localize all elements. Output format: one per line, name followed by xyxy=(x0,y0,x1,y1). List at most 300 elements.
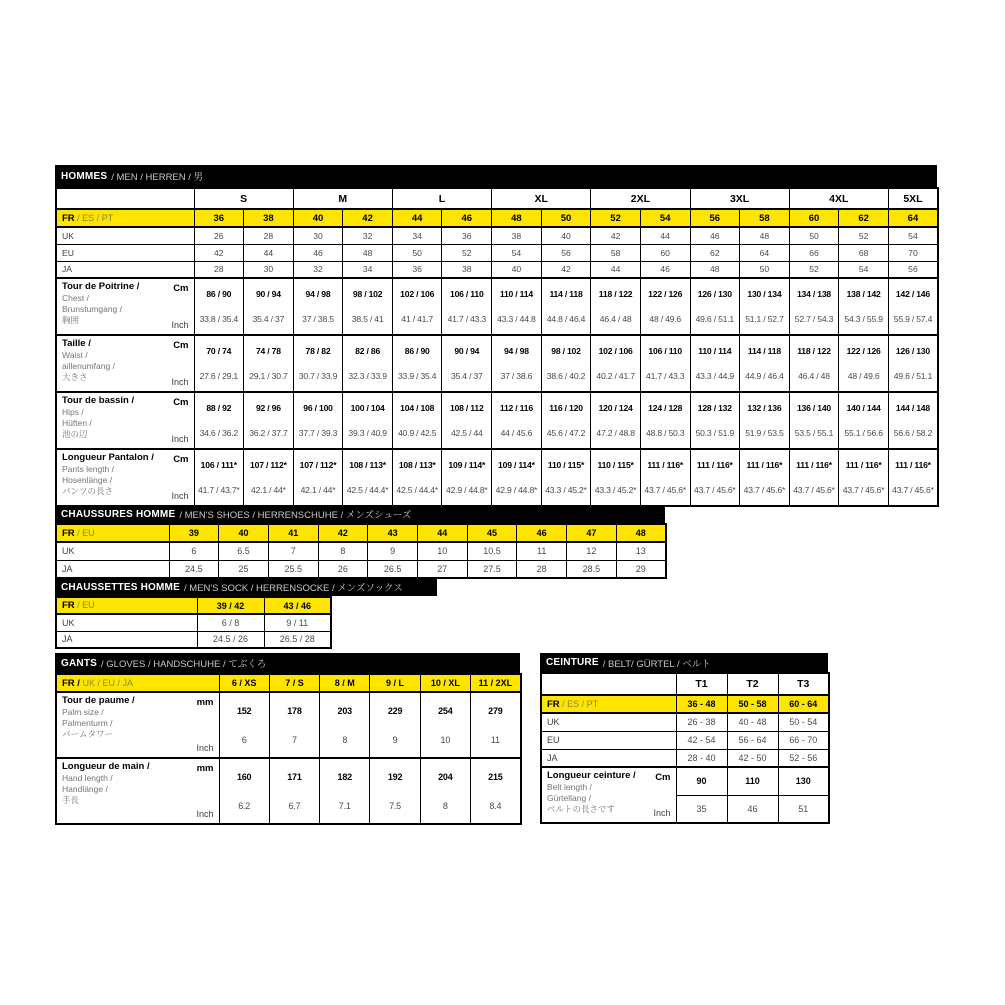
conversion-row xyxy=(56,614,331,631)
value-cell: 56 xyxy=(888,261,938,278)
measurement-cell xyxy=(839,449,889,506)
imperial-value: 29.1 / 30.7 xyxy=(249,371,288,381)
value-cell: 26.5 / 28 xyxy=(264,631,331,648)
measurement-cell xyxy=(244,449,294,506)
size-cell: 7 / S xyxy=(269,674,319,692)
imperial-value: 41 / 41.7 xyxy=(401,314,434,324)
size-cell: 48 xyxy=(492,209,542,227)
value-cell: 54 xyxy=(839,261,889,278)
value-cell: 34 xyxy=(343,261,393,278)
metric-value: 203 xyxy=(337,706,352,716)
measurement-cell xyxy=(392,392,442,449)
value-cell: 40 xyxy=(492,261,542,278)
value-cell: 36 xyxy=(392,261,442,278)
value-cell: 46 xyxy=(293,244,343,261)
size-cell: 44 xyxy=(392,209,442,227)
label-translation: Palmenturm / xyxy=(62,717,113,728)
size-cell: 40 xyxy=(293,209,343,227)
value-cell: 10 xyxy=(417,542,467,560)
value-cell: 52 xyxy=(839,227,889,244)
imperial-value: 43.3 / 44.8 xyxy=(497,314,536,324)
imperial-value: 55.1 / 56.6 xyxy=(844,428,883,438)
row-label-secondary: UK / EU / JA xyxy=(79,677,133,688)
gloves-title-bar xyxy=(55,653,520,673)
measurement-cell xyxy=(839,335,889,392)
size-cell: 60 xyxy=(789,209,839,227)
metric-value: 88 / 92 xyxy=(206,403,232,413)
measurement-label-wrap xyxy=(547,770,671,820)
imperial-value: 8 xyxy=(342,735,348,745)
value-cell: 32 xyxy=(343,227,393,244)
imperial-value: 43.7 / 45.6* xyxy=(694,485,736,495)
size-cell: 8 / M xyxy=(320,674,370,692)
value-cell: 50 - 54 xyxy=(778,713,829,731)
value-cell: 24.5 / 26 xyxy=(197,631,264,648)
measurement-cell xyxy=(740,335,790,392)
shoes-table xyxy=(55,523,667,579)
imperial-value: 42.5 / 44.4* xyxy=(346,485,389,495)
metric-value: 82 / 86 xyxy=(355,346,381,356)
value-cell: 30 xyxy=(293,227,343,244)
size-group-header: S xyxy=(194,188,293,209)
imperial-value: 6 xyxy=(241,735,247,745)
metric-value: 98 / 102 xyxy=(352,289,383,299)
measurement-cell xyxy=(541,278,591,335)
metric-value: 111 / 116* xyxy=(796,460,832,470)
corner-cell xyxy=(56,188,194,209)
label-french: Taille / xyxy=(62,338,91,349)
imperial-value: 8 xyxy=(442,801,448,811)
imperial-value: 50.3 / 51.9 xyxy=(695,428,734,438)
size-header-row xyxy=(56,209,938,227)
size-group-header: T3 xyxy=(778,673,829,695)
imperial-value: 44.8 / 46.4 xyxy=(546,314,586,324)
value-cell: 24.5 xyxy=(169,560,219,578)
metric-value: 74 / 78 xyxy=(255,346,281,356)
value-cell: 68 xyxy=(839,244,889,261)
imperial-value-cell: 51 xyxy=(778,795,829,823)
section-subtitle: / GLOVES / HANDSCHUHE / てぶくろ xyxy=(101,659,267,670)
value-cell: 28.5 xyxy=(567,560,617,578)
imperial-value: 6.7 xyxy=(288,801,301,811)
value-cell: 9 xyxy=(368,542,418,560)
measurement-row xyxy=(56,278,938,335)
imperial-value: 37.7 / 39.3 xyxy=(298,428,338,438)
measurement-cell xyxy=(320,692,370,758)
measurement-cell xyxy=(194,392,244,449)
value-cell: 58 xyxy=(591,244,641,261)
row-label: UK xyxy=(56,227,194,244)
belt-table-mount xyxy=(540,672,828,824)
measurement-cell xyxy=(541,392,591,449)
value-cell: 29 xyxy=(616,560,666,578)
conversion-row xyxy=(56,261,938,278)
size-group-header: L xyxy=(392,188,491,209)
unit-top-label: Cm xyxy=(173,397,189,408)
unit-labels xyxy=(653,770,670,820)
size-cell: 50 xyxy=(541,209,591,227)
row-label: UK xyxy=(56,614,197,631)
size-cell: 54 xyxy=(640,209,690,227)
measurement-cell xyxy=(343,449,393,506)
measurement-cell xyxy=(194,278,244,335)
imperial-value: 43.7 / 45.6* xyxy=(743,485,786,495)
size-cell: 39 xyxy=(169,524,219,542)
metric-value: 178 xyxy=(287,706,302,716)
measurement-cell xyxy=(888,449,938,506)
measurement-cell xyxy=(219,692,269,758)
imperial-value: 43.3 / 44.9 xyxy=(695,371,734,381)
imperial-value: 41.7 / 43.3 xyxy=(645,371,685,381)
metric-value: 86 / 90 xyxy=(404,346,430,356)
measurement-label-wrap xyxy=(62,395,189,446)
row-label-main: FR xyxy=(62,212,75,224)
imperial-value: 49.6 / 51.1 xyxy=(893,371,933,381)
size-group-header: 5XL xyxy=(888,188,938,209)
measurement-cell xyxy=(740,278,790,335)
value-cell: 48 xyxy=(343,244,393,261)
measurement-cell xyxy=(244,278,294,335)
row-label: EU xyxy=(56,244,194,261)
measurement-label-text xyxy=(547,770,636,820)
measurement-cell xyxy=(320,758,370,824)
metric-value: 98 / 102 xyxy=(551,346,581,356)
value-cell: 66 - 70 xyxy=(778,731,829,749)
socks-table-mount xyxy=(55,596,437,649)
value-cell: 52 xyxy=(442,244,492,261)
measurement-cell xyxy=(470,692,520,758)
measurement-cell xyxy=(269,692,319,758)
imperial-value: 49.6 / 51.1 xyxy=(695,314,734,324)
imperial-value: 43.7 / 45.6* xyxy=(842,485,885,495)
size-cell: 60 - 64 xyxy=(778,695,829,713)
size-cell: 56 xyxy=(690,209,740,227)
metric-value: 110 / 114 xyxy=(499,289,533,299)
measurement-label-text xyxy=(62,338,115,389)
measurement-label xyxy=(56,758,219,824)
unit-top-label: mm xyxy=(196,697,214,708)
row-label-main: FR xyxy=(62,527,75,539)
value-cell: 27.5 xyxy=(467,560,517,578)
unit-top-label: Cm xyxy=(655,772,671,783)
measurement-cell xyxy=(370,758,420,824)
imperial-value: 27.6 / 29.1 xyxy=(199,371,238,381)
imperial-value: 43.7 / 45.6* xyxy=(892,485,934,495)
size-cell: 38 xyxy=(244,209,294,227)
measurement-cell xyxy=(194,335,244,392)
label-translation: ベルトの長さです xyxy=(547,803,616,814)
value-cell: 26.5 xyxy=(368,560,418,578)
value-cell: 36 xyxy=(442,227,492,244)
measurement-cell xyxy=(740,449,790,506)
size-cell: 45 xyxy=(467,524,517,542)
measurement-cell xyxy=(839,278,889,335)
value-cell: 62 xyxy=(690,244,740,261)
row-label-secondary: / ES / PT xyxy=(74,212,114,223)
metric-value: 152 xyxy=(236,706,252,716)
label-translation: Hips / xyxy=(62,406,84,417)
metric-value: 142 / 146 xyxy=(895,289,930,299)
imperial-value: 44 / 45.6 xyxy=(500,428,533,438)
value-cell: 32 xyxy=(293,261,343,278)
mens-shoes-section xyxy=(55,505,665,579)
metric-value: 78 / 82 xyxy=(305,346,331,356)
measurement-cell xyxy=(789,278,839,335)
measurement-cell xyxy=(640,278,690,335)
imperial-value: 30.7 / 33.9 xyxy=(298,371,338,381)
metric-value: 134 / 138 xyxy=(796,289,832,299)
table-body xyxy=(541,673,829,823)
table-body xyxy=(56,674,521,824)
unit-bottom-label: Inch xyxy=(653,808,671,818)
metric-value: 110 / 115* xyxy=(597,460,634,470)
metric-value: 109 / 114* xyxy=(498,460,535,470)
size-group-header: M xyxy=(293,188,392,209)
hommes-section xyxy=(55,165,937,507)
size-cell: 48 xyxy=(616,524,666,542)
value-cell: 44 xyxy=(244,244,294,261)
value-cell: 52 xyxy=(789,261,839,278)
measurement-cell xyxy=(789,449,839,506)
measurement-row xyxy=(56,335,938,392)
unit-labels xyxy=(171,281,188,332)
socks-title-bar xyxy=(55,578,437,596)
metric-value: 160 xyxy=(236,772,252,782)
socks-table xyxy=(55,596,332,649)
size-cell: 52 xyxy=(591,209,641,227)
metric-value: 107 / 112* xyxy=(250,460,287,470)
size-header-row xyxy=(56,597,331,614)
unit-labels xyxy=(196,761,213,821)
metric-value: 111 / 116* xyxy=(746,460,783,470)
metric-value: 86 / 90 xyxy=(206,289,232,299)
label-translation: Waist / xyxy=(62,349,88,360)
label-translation: パームタワー xyxy=(62,728,114,739)
conversion-row xyxy=(56,631,331,648)
measurement-cell xyxy=(789,392,839,449)
unit-bottom-label: Inch xyxy=(196,743,214,753)
measurement-label xyxy=(56,392,194,449)
metric-value: 114 / 118 xyxy=(549,289,583,299)
imperial-value: 48 / 49.6 xyxy=(649,314,682,324)
value-cell: 64 xyxy=(740,244,790,261)
value-cell: 38 xyxy=(492,227,542,244)
metric-value: 70 / 74 xyxy=(206,346,232,356)
size-cell: 36 xyxy=(194,209,244,227)
metric-value: 96 / 100 xyxy=(303,403,333,413)
imperial-value: 48.8 / 50.3 xyxy=(645,428,685,438)
imperial-value: 41.7 / 43.7* xyxy=(198,485,240,495)
metric-value: 126 / 130 xyxy=(697,289,732,299)
label-french: Tour de bassin / xyxy=(62,395,135,406)
imperial-value-cell: 46 xyxy=(727,795,778,823)
size-cell: 62 xyxy=(839,209,889,227)
value-cell: 50 xyxy=(740,261,790,278)
section-title: HOMMES xyxy=(61,170,108,182)
measurement-cell xyxy=(293,392,343,449)
imperial-value: 44.9 / 46.4 xyxy=(745,371,784,381)
section-subtitle: / MEN / HERREN / 男 xyxy=(111,172,204,183)
section-title: CHAUSSETTES HOMME xyxy=(61,581,180,593)
imperial-value: 37 / 38.6 xyxy=(500,371,533,381)
unit-labels xyxy=(196,695,213,755)
value-cell: 40 - 48 xyxy=(727,713,778,731)
size-cell: 46 xyxy=(517,524,567,542)
label-translation: パンツの長さ xyxy=(62,485,114,496)
row-label-secondary: / EU xyxy=(74,600,95,610)
label-translation: Palm size / xyxy=(62,706,104,717)
imperial-value: 34.6 / 36.2 xyxy=(199,428,238,438)
size-cell: 47 xyxy=(567,524,617,542)
measurement-cell xyxy=(740,392,790,449)
size-cell: 9 / L xyxy=(370,674,420,692)
metric-value: 106 / 110 xyxy=(648,346,682,356)
gloves-table-mount xyxy=(55,673,520,825)
unit-top-label: mm xyxy=(196,763,214,774)
measurement-cell xyxy=(244,392,294,449)
measurement-cell xyxy=(640,449,690,506)
measurement-cell xyxy=(442,335,492,392)
value-cell: 13 xyxy=(616,542,666,560)
metric-value: 171 xyxy=(287,772,302,782)
metric-value: 90 / 94 xyxy=(454,346,480,356)
measurement-cell xyxy=(640,392,690,449)
measurement-cell xyxy=(392,449,442,506)
label-translation: Chest / xyxy=(62,292,89,303)
measurement-cell xyxy=(392,278,442,335)
value-cell: 54 xyxy=(888,227,938,244)
value-cell: 26 xyxy=(194,227,244,244)
label-translation: 大きさ xyxy=(62,371,88,382)
conversion-row xyxy=(541,713,829,731)
belt-table xyxy=(540,672,830,824)
label-translation: 池の辺 xyxy=(62,428,88,439)
measurement-label xyxy=(541,767,676,823)
metric-value: 229 xyxy=(387,706,403,716)
imperial-value: 53.5 / 55.1 xyxy=(794,428,834,438)
measurement-cell xyxy=(244,335,294,392)
metric-value: 108 / 113* xyxy=(349,460,386,470)
measurement-label-wrap xyxy=(62,338,189,389)
value-cell: 60 xyxy=(640,244,690,261)
metric-value: 90 / 94 xyxy=(255,289,281,299)
imperial-value: 54.3 / 55.9 xyxy=(844,314,883,324)
metric-value: 102 / 106 xyxy=(400,289,435,299)
imperial-value: 40.2 / 41.7 xyxy=(596,371,635,381)
measurement-label-text xyxy=(62,695,135,755)
label-french: Longueur Pantalon / xyxy=(62,452,154,463)
imperial-value-cell: 35 xyxy=(676,795,727,823)
size-group-header: 2XL xyxy=(591,188,690,209)
measurement-cell xyxy=(591,278,641,335)
size-header-row xyxy=(56,524,666,542)
metric-value: 128 / 132 xyxy=(697,403,732,413)
imperial-value: 37 / 38.5 xyxy=(302,314,334,324)
metric-value: 116 / 120 xyxy=(549,403,583,413)
measurement-row xyxy=(56,758,521,824)
value-cell: 28 - 40 xyxy=(676,749,727,767)
measurement-cell xyxy=(541,449,591,506)
imperial-value: 39.3 / 40.9 xyxy=(348,428,387,438)
gloves-table xyxy=(55,673,522,825)
label-translation: 手長 xyxy=(62,794,80,805)
label-french: Tour de paume / xyxy=(62,695,135,706)
imperial-value: 38.5 / 41 xyxy=(351,314,384,324)
metric-value: 110 / 114 xyxy=(698,346,732,356)
value-cell: 66 xyxy=(789,244,839,261)
imperial-value: 36.2 / 37.7 xyxy=(249,428,288,438)
size-cell: 41 xyxy=(268,524,318,542)
size-cell: 10 / XL xyxy=(420,674,470,692)
imperial-value: 46.4 / 48 xyxy=(599,314,632,324)
size-cell: 64 xyxy=(888,209,938,227)
measurement-label-wrap xyxy=(62,281,189,332)
imperial-value: 42.9 / 44.8* xyxy=(446,485,488,495)
metric-value: 215 xyxy=(488,772,503,782)
size-cell: 58 xyxy=(740,209,790,227)
unit-bottom-label: Inch xyxy=(171,320,189,330)
measurement-label-text xyxy=(62,395,134,446)
size-cell: 6 / XS xyxy=(219,674,269,692)
measurement-label-text xyxy=(62,281,139,332)
metric-value: 111 / 116* xyxy=(895,460,931,470)
belt-section xyxy=(540,653,828,824)
imperial-value: 56.6 / 58.2 xyxy=(893,428,933,438)
metric-value: 102 / 106 xyxy=(598,346,633,356)
measurement-label-text xyxy=(62,761,150,821)
value-cell: 54 xyxy=(492,244,542,261)
size-cell: 42 xyxy=(318,524,368,542)
row-label-main: FR xyxy=(62,600,75,611)
value-cell: 42 xyxy=(541,261,591,278)
metric-value: 111 / 116* xyxy=(845,460,882,470)
row-label xyxy=(56,524,169,542)
label-translation: Belt length / xyxy=(547,781,592,792)
size-cell: 40 xyxy=(219,524,269,542)
measurement-cell xyxy=(888,278,938,335)
value-cell: 48 xyxy=(690,261,740,278)
measurement-cell xyxy=(690,278,740,335)
row-label-main: FR / xyxy=(62,677,80,689)
section-subtitle: / MEN'S SOCK / HERRENSOCKE / メンズソックス xyxy=(183,583,403,594)
measurement-cell xyxy=(343,278,393,335)
imperial-value: 43.7 / 45.6* xyxy=(644,485,686,495)
size-cell: 50 - 58 xyxy=(727,695,778,713)
unit-labels xyxy=(171,338,188,389)
measurement-cell xyxy=(492,335,542,392)
metric-value: 122 / 126 xyxy=(846,346,881,356)
shoes-title-bar xyxy=(55,505,665,523)
table-body xyxy=(56,597,331,648)
measurement-cell xyxy=(269,758,319,824)
metric-value: 108 / 113* xyxy=(398,460,436,470)
label-french: Tour de Poitrine / xyxy=(62,281,140,292)
metric-value: 106 / 111* xyxy=(200,460,237,470)
row-label-secondary: / EU xyxy=(74,527,95,538)
measurement-cell xyxy=(194,449,244,506)
imperial-value: 42.5 / 44 xyxy=(450,428,483,438)
value-cell: 28 xyxy=(244,227,294,244)
imperial-value: 51.1 / 52.7 xyxy=(745,314,784,324)
imperial-value: 35.4 / 37 xyxy=(450,371,483,381)
conversion-row xyxy=(56,227,938,244)
value-cell: 27 xyxy=(417,560,467,578)
metric-value: 108 / 112 xyxy=(450,403,484,413)
metric-value: 109 / 114* xyxy=(448,460,486,470)
imperial-value: 41.7 / 43.3 xyxy=(447,314,486,324)
imperial-value: 48 / 49.6 xyxy=(847,371,880,381)
section-title: CEINTURE xyxy=(546,657,599,668)
